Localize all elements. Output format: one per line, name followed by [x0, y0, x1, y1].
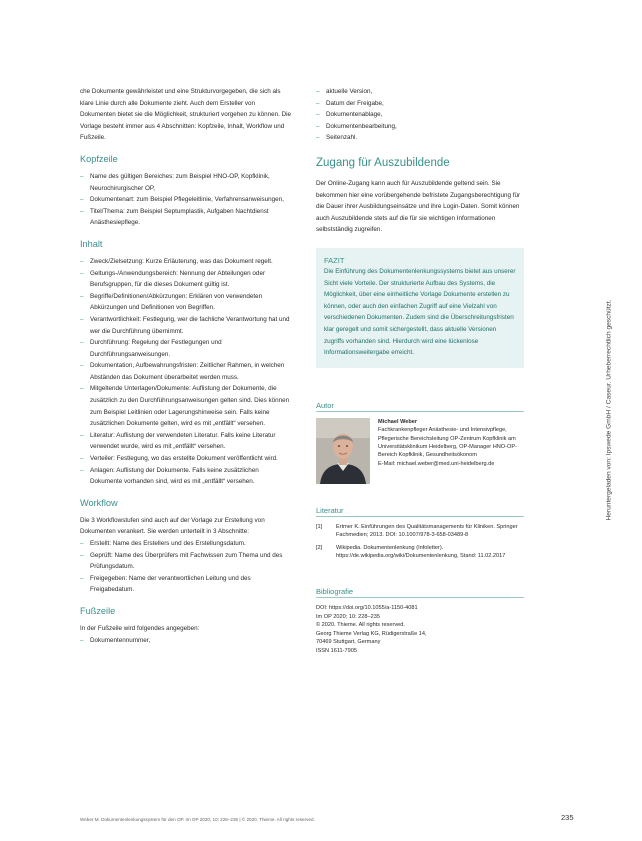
author-photo	[316, 418, 370, 484]
list-item: – Geltungs-/Anwendungsbereich: Nennung der Abteilungen oder Berufsgruppen, für die dieses Dokument gültig ist.	[80, 268, 292, 291]
kopfzeile-list	[80, 171, 292, 229]
fazit-text: Die Einführung des Dokumentenlenkungssystems bietet aus unserer Sicht viele Vorteile. Der strukturierte Aufbau des Systems, die Möglichkeit, über eine einheitliche Vorlage Dokumente erstellen zu können, oder auch den einfachen Zugriff auf eine Vielzahl von verschiedenen Dokumenten. Zudem sind die Überschreitungsfristen klar geregelt und somit sichergestellt, dass aktuelle Versionen zugriffs vorhanden sind. Hierdurch wird eine lückenlose Informationsweitergabe erreicht.	[324, 267, 516, 357]
bibliography-heading: Bibliografie	[316, 587, 354, 597]
fusszeile-list-continued	[316, 86, 524, 144]
divider	[316, 411, 524, 412]
fusszeile-list	[80, 635, 292, 647]
reference-text: Wikipedia. Dokumentenlenkung (Infoletter). https://de.wikipedia.org/wiki/Dokumentenlenkung, Stand: 11.02.2017	[336, 544, 506, 560]
left-column	[80, 86, 292, 646]
list-item: – Durchführung: Regelung der Festlegungen und Durchführungsanweisungen.	[80, 337, 292, 360]
kopfzeile-heading: Kopfzeile	[80, 153, 118, 164]
reference-number: [2]	[316, 544, 323, 551]
list-item: – Dokumentenart: zum Beispiel Pflegeleitlinie, Verfahrensanweisungen,	[80, 194, 292, 206]
list-item: – Dokumentennummer,	[80, 635, 292, 647]
author-heading: Autor	[316, 400, 334, 410]
workflow-heading: Workflow	[80, 497, 118, 508]
list-item: – Titel/Thema: zum Beispiel Septumplastik, Aufgaben Nachtdienst Anästhesiepflege.	[80, 206, 292, 229]
author-bio: Fachkrankenpfleger Anästhesie- und Intensivpflege, Pflegerische Bereichsleitung OP-Zentrum Kopfklinik am Universitätsklinikum Heidelberg, OP-Manager HNO-OP-Bereich Kopfklinik, Gesundheitsökonom	[378, 427, 517, 459]
bibliography-line: © 2020. Thieme. All rights reserved.	[316, 622, 405, 629]
list-item: – Begriffe/Definitionen/Abkürzungen: Erklären von verwendeten Abkürzungen und Definitionen von Begriffen.	[80, 291, 292, 314]
literature-section	[316, 506, 524, 561]
list-item: – Dokumentenbearbeitung,	[316, 121, 524, 133]
author-section	[316, 401, 524, 484]
reference-text: Ertmer K. Einführungen des Qualitätsmanagements für Kliniken. Springer Fachmedien; 2013. DOI: 10.1007/978-3-658-03489-8	[336, 523, 518, 539]
bibliography-line: ISSN 1611-7905	[316, 648, 357, 655]
reference-list	[316, 523, 524, 561]
fusszeile-heading: Fußzeile	[80, 605, 116, 616]
list-item: – Geprüft: Name des Überprüfers mit Fachwissen zum Thema und des Prüfungsdatum.	[80, 550, 292, 573]
inhalt-list	[80, 256, 292, 488]
bibliography-lines	[316, 604, 524, 656]
author-email[interactable]: E-Mail: michael.weber@med.uni-heidelberg.de	[378, 460, 495, 467]
list-item: – Datum der Freigabe,	[316, 98, 524, 110]
divider	[316, 597, 524, 598]
author-name: Michael Weber	[378, 418, 418, 425]
list-item: – Verantwortlichkeit: Festlegung, wer die fachliche Verantwortung hat und wer die Durchführung übernimmt.	[80, 314, 292, 337]
author-details	[378, 418, 524, 484]
list-item: – Mitgeltende Unterlagen/Dokumente: Auflistung der Dokumente, die zusätzlich zu den Durchführungsanweisungen gelten sind. Dies können zum Beispiel Leitlinien oder Lagerungshinweise sein. Falls keine zusätzlichen Dokumente gelten, wird es mit „entfällt“ versehen.	[80, 383, 292, 429]
page-footer: Weber M. Dokumentenlenkungssystem für den OP. Im OP 2020; 10: 228–235 | © 2020. Thieme. All rights reserved.	[80, 817, 315, 822]
workflow-paragraph: Die 3 Workflowstufen sind auch auf der Vorlage zur Erstellung von Dokumenten verankert. Sie werden unterteilt in 3 Abschnitte:	[80, 516, 265, 536]
fazit-box	[316, 248, 524, 368]
reference-item	[316, 523, 524, 540]
list-item: – Erstellt: Name des Erstellers und des Erstellungsdatum.	[80, 538, 292, 550]
fazit-label: FAZIT	[324, 255, 345, 265]
download-notice-text: Heruntergeladen von: Ipswede GmbH / Caseur. Urheberrechtlich geschützt.	[605, 299, 613, 521]
reference-item	[316, 544, 524, 561]
list-item: – Literatur: Auflistung der verwendeten Literatur. Falls keine Literatur verwendet wurde, wird es mit „entfällt“ versehen.	[80, 430, 292, 453]
list-item: – aktuelle Version,	[316, 86, 524, 98]
divider	[316, 516, 524, 517]
list-item: – Seitenzahl.	[316, 132, 524, 144]
fusszeile-paragraph: In der Fußzeile wird folgendes angegeben:	[80, 624, 200, 632]
list-item: – Dokumentation, Aufbewahrungsfristen: Zeitlicher Rahmen, in welchen Abständen das Dokument überarbeitet werden muss.	[80, 360, 292, 383]
author-row	[316, 418, 524, 484]
list-item: – Verteiler: Festlegung, wo das erstellte Dokument veröffentlicht wird.	[80, 453, 292, 465]
download-notice	[603, 230, 615, 590]
list-item: – Zweck/Zielsetzung: Kurze Erläuterung, was das Dokument regelt.	[80, 256, 292, 268]
doi-link[interactable]: DOI: https://doi.org/10.1055/a-1150-4081	[316, 605, 418, 612]
author-portrait-image	[316, 418, 370, 484]
right-column	[316, 86, 524, 656]
workflow-list	[80, 538, 292, 596]
zugang-paragraph: Der Online-Zugang kann auch für Auszubildende geltend sein. Sie bekommen hier eine vorübergehende befristete Zugangsberechtigung für die Dauer ihrer Ausbildungseinsätze und ihre Login-Daten. Somit können auch Auszubildende stets auf die für sie wichtigen Informationen selbstständig zugreifen.	[316, 179, 521, 234]
reference-number: [1]	[316, 523, 323, 530]
literature-heading: Literatur	[316, 505, 344, 515]
zugang-heading: Zugang für Auszubildende	[316, 156, 450, 169]
list-item: – Anlagen: Auflistung der Dokumente. Falls keine zusätzlichen Dokumente vorhanden sind, wird es mit „entfällt“ versehen.	[80, 465, 292, 488]
bibliography-line: 70469 Stuttgart, Germany	[316, 639, 381, 646]
intro-paragraph: che Dokumente gewährleistet und eine Strukturvorgegeben, die sich als klare Linie durch alle Dokumente zieht. Auch dem Ersteller von Dokumenten bietet sie die Möglichkeit, strukturiert vorgehen zu können. Die Vorlage besteht immer aus 4 Abschnitten: Kopfzeile, Inhalt, Workflow und Fußzeile.	[80, 88, 292, 142]
list-item: – Dokumentenablage,	[316, 109, 524, 121]
bibliography-line: Georg Thieme Verlag KG, Rüdigerstraße 14,	[316, 630, 427, 637]
inhalt-heading: Inhalt	[80, 238, 103, 249]
bibliography-section	[316, 587, 524, 656]
list-item: – Name des gültigen Bereiches: zum Beispiel HNO-OP, Kopfklinik, Neurochirurgischer OP,	[80, 171, 292, 194]
bibliography-line: Im OP 2020; 10: 228–235	[316, 613, 380, 620]
page-number: 235	[561, 813, 574, 822]
list-item: – Freigegeben: Name der verantwortlichen Leitung und des Freigabedatum.	[80, 573, 292, 596]
